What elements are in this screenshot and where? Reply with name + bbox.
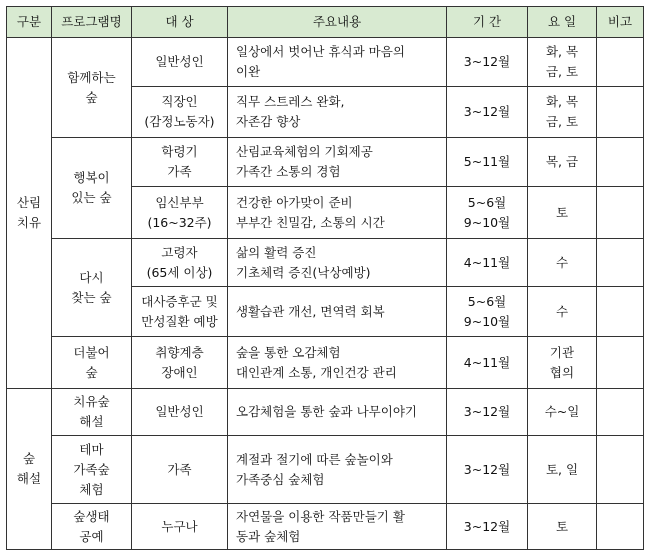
days-cell: 화, 목 금, 토 bbox=[528, 87, 597, 138]
days-cell: 토 bbox=[528, 504, 597, 550]
header-days: 요 일 bbox=[528, 7, 597, 38]
group-forest-healing: 산림 치유 bbox=[7, 38, 52, 389]
days-cell: 목, 금 bbox=[528, 138, 597, 187]
days-cell: 기관 협의 bbox=[528, 337, 597, 389]
content-cell: 산림교육체험의 기회제공 가족간 소통의 경험 bbox=[228, 138, 447, 187]
table-row bbox=[7, 138, 644, 187]
header-category: 구분 bbox=[7, 7, 52, 38]
note-cell bbox=[597, 504, 644, 550]
content-cell: 계절과 절기에 따른 숲놀이와 가족중심 숲체험 bbox=[228, 436, 447, 504]
table-row bbox=[7, 337, 644, 389]
period-cell: 5~6월 9~10월 bbox=[447, 187, 528, 239]
target-cell: 취향계층 장애인 bbox=[132, 337, 228, 389]
period-cell: 3~12월 bbox=[447, 87, 528, 138]
days-cell: 수~일 bbox=[528, 389, 597, 436]
period-cell: 5~6월 9~10월 bbox=[447, 287, 528, 337]
content-cell: 삶의 활력 증진 기초체력 증진(낙상예방) bbox=[228, 239, 447, 287]
note-cell bbox=[597, 87, 644, 138]
header-program: 프로그램명 bbox=[52, 7, 132, 38]
note-cell bbox=[597, 337, 644, 389]
period-cell: 3~12월 bbox=[447, 389, 528, 436]
content-cell: 오감체험을 통한 숲과 나무이야기 bbox=[228, 389, 447, 436]
days-cell: 토 bbox=[528, 187, 597, 239]
content-cell: 자연물을 이용한 작품만들기 활 동과 숲체험 bbox=[228, 504, 447, 550]
target-cell: 직장인 (감정노동자) bbox=[132, 87, 228, 138]
period-cell: 3~12월 bbox=[447, 38, 528, 87]
table-row bbox=[7, 38, 644, 87]
target-cell: 일반성인 bbox=[132, 389, 228, 436]
target-cell: 대사증후군 및 만성질환 예방 bbox=[132, 287, 228, 337]
content-cell: 직무 스트레스 완화, 자존감 향상 bbox=[228, 87, 447, 138]
table-row bbox=[7, 436, 644, 504]
header-row bbox=[7, 7, 644, 38]
table-row bbox=[7, 389, 644, 436]
content-cell: 생활습관 개선, 면역력 회복 bbox=[228, 287, 447, 337]
program-table bbox=[6, 6, 644, 550]
target-cell: 학령기 가족 bbox=[132, 138, 228, 187]
days-cell: 화, 목 금, 토 bbox=[528, 38, 597, 87]
days-cell: 수 bbox=[528, 239, 597, 287]
target-cell: 고령자 (65세 이상) bbox=[132, 239, 228, 287]
program-cell: 함께하는 숲 bbox=[52, 38, 132, 138]
target-cell: 가족 bbox=[132, 436, 228, 504]
days-cell: 수 bbox=[528, 287, 597, 337]
program-cell: 테마 가족숲 체험 bbox=[52, 436, 132, 504]
program-cell: 치유숲 해설 bbox=[52, 389, 132, 436]
period-cell: 5~11월 bbox=[447, 138, 528, 187]
program-cell: 더불어 숲 bbox=[52, 337, 132, 389]
target-cell: 일반성인 bbox=[132, 38, 228, 87]
content-cell: 일상에서 벗어난 휴식과 마음의 이완 bbox=[228, 38, 447, 87]
program-cell: 다시 찾는 숲 bbox=[52, 239, 132, 337]
target-cell: 임신부부 (16~32주) bbox=[132, 187, 228, 239]
header-period: 기 간 bbox=[447, 7, 528, 38]
note-cell bbox=[597, 138, 644, 187]
note-cell bbox=[597, 389, 644, 436]
content-cell: 건강한 아가맞이 준비 부부간 친밀감, 소통의 시간 bbox=[228, 187, 447, 239]
period-cell: 3~12월 bbox=[447, 504, 528, 550]
program-cell: 행복이 있는 숲 bbox=[52, 138, 132, 239]
header-target: 대 상 bbox=[132, 7, 228, 38]
note-cell bbox=[597, 38, 644, 87]
note-cell bbox=[597, 287, 644, 337]
note-cell bbox=[597, 187, 644, 239]
days-cell: 토, 일 bbox=[528, 436, 597, 504]
note-cell bbox=[597, 436, 644, 504]
period-cell: 3~12월 bbox=[447, 436, 528, 504]
table-wrapper bbox=[6, 6, 644, 550]
group-forest-interpretation: 숲 해설 bbox=[7, 389, 52, 550]
target-cell: 누구나 bbox=[132, 504, 228, 550]
period-cell: 4~11월 bbox=[447, 239, 528, 287]
table-row bbox=[7, 504, 644, 550]
table-row bbox=[7, 239, 644, 287]
program-cell: 숲생태 공예 bbox=[52, 504, 132, 550]
content-cell: 숲을 통한 오감체험 대인관계 소통, 개인건강 관리 bbox=[228, 337, 447, 389]
note-cell bbox=[597, 239, 644, 287]
period-cell: 4~11월 bbox=[447, 337, 528, 389]
header-note: 비고 bbox=[597, 7, 644, 38]
header-content: 주요내용 bbox=[228, 7, 447, 38]
